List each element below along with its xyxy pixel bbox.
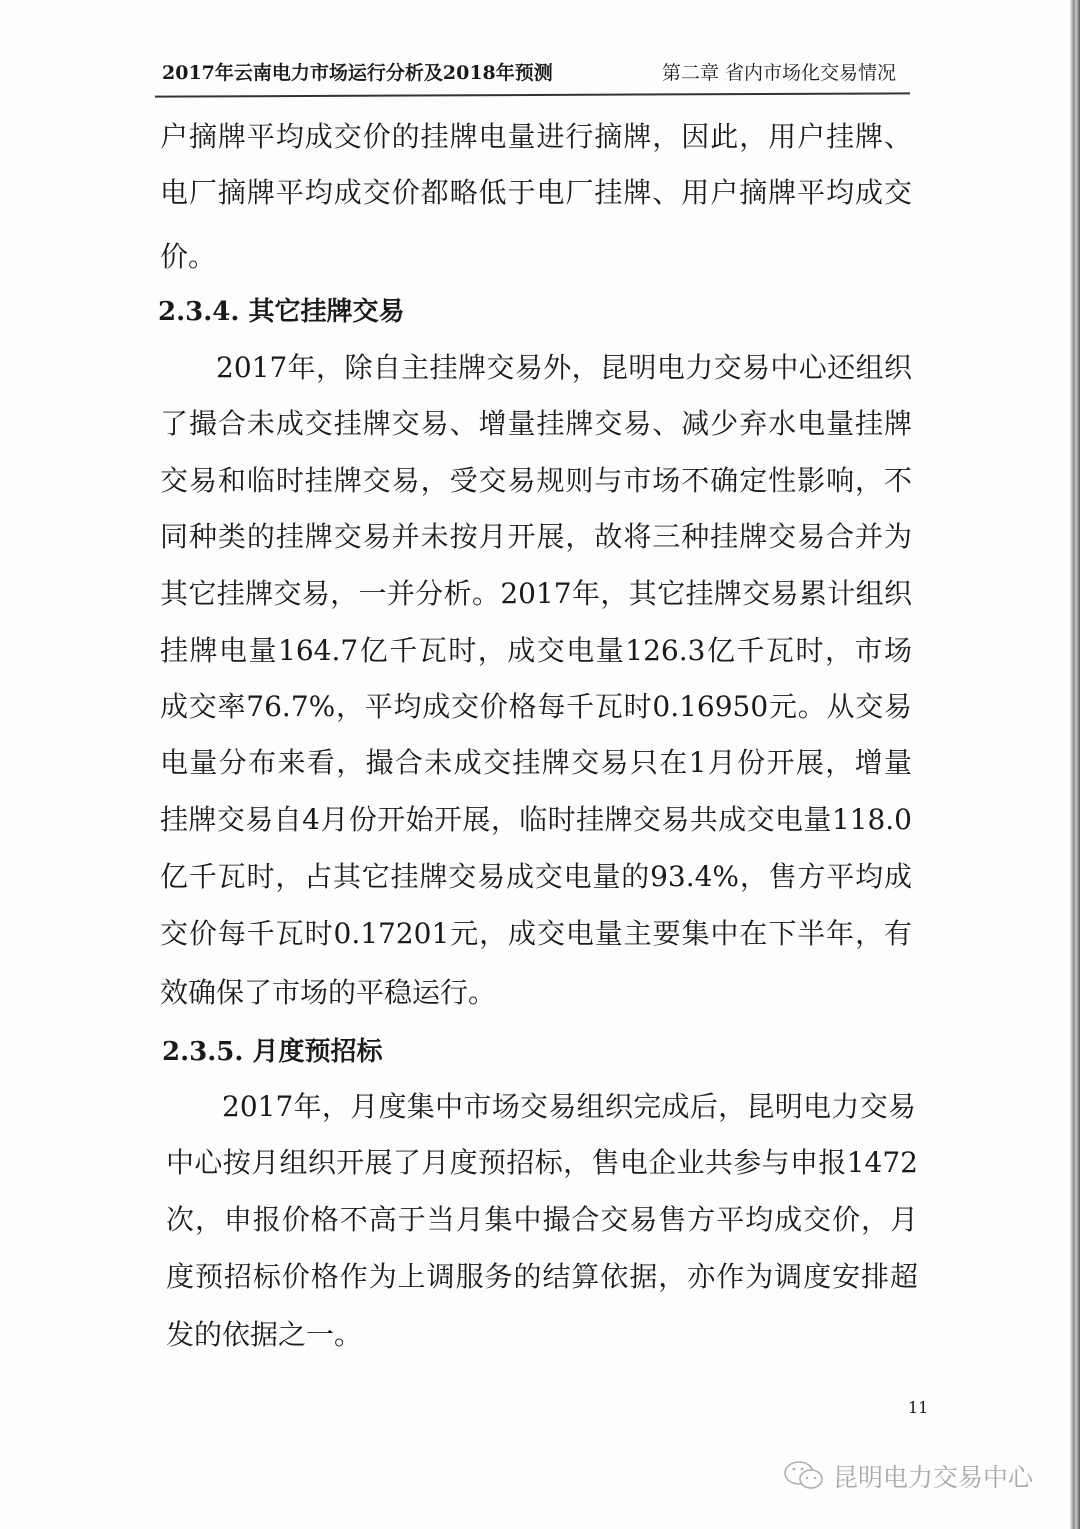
- text-line: 交价每千瓦时0.17201元，成交电量主要集中在下半年，有: [160, 917, 912, 950]
- text-line: 其它挂牌交易，一并分析。2017年，其它挂牌交易累计组织: [160, 577, 912, 610]
- text-line: 电量分布来看，撮合未成交挂牌交易只在1月份开展，增量: [160, 746, 912, 779]
- wechat-icon: [783, 1460, 827, 1492]
- text-line: 效确保了市场的平稳运行。: [160, 976, 497, 1009]
- text-line: 2017年，除自主挂牌交易外，昆明电力交易中心还组织: [216, 351, 912, 384]
- text-line: 电厂摘牌平均成交价都略低于电厂挂牌、用户摘牌平均成交: [160, 176, 912, 209]
- text-line: 价。: [160, 240, 217, 273]
- page-number: 11: [908, 1398, 929, 1417]
- text-line: 交易和临时挂牌交易，受交易规则与市场不确定性影响，不: [160, 464, 912, 497]
- text-line: 同种类的挂牌交易并未按月开展，故将三种挂牌交易合并为: [160, 520, 912, 553]
- text-line: 中心按月组织开展了月度预招标，售电企业共参与申报1472: [166, 1146, 918, 1179]
- text-line: 挂牌交易自4月份开始开展，临时挂牌交易共成交电量118.0: [160, 803, 912, 836]
- running-header-left: 2017年云南电力市场运行分析及2018年预测: [162, 62, 553, 84]
- text-line: 度预招标价格作为上调服务的结算依据，亦作为调度安排超: [166, 1260, 918, 1293]
- text-line: 了撮合未成交挂牌交易、增量挂牌交易、减少弃水电量挂牌: [160, 407, 912, 440]
- watermark-text: 昆明电力交易中心: [833, 1463, 1034, 1492]
- text-line: 挂牌电量164.7亿千瓦时，成交电量126.3亿千瓦时，市场: [160, 634, 912, 667]
- text-line: 次，申报价格不高于当月集中撮合交易售方平均成交价，月: [166, 1203, 918, 1236]
- text-line: 发的依据之一。: [166, 1318, 363, 1351]
- text-line: 2017年，月度集中市场交易组织完成后，昆明电力交易: [222, 1090, 916, 1123]
- text-line: 成交率76.7%，平均成交价格每千瓦时0.16950元。从交易: [160, 690, 912, 723]
- section-heading: 2.3.5. 月度预招标: [162, 1037, 383, 1067]
- scan-edge: [1070, 0, 1080, 1529]
- watermark: [783, 1458, 1033, 1494]
- section-heading: 2.3.4. 其它挂牌交易: [158, 297, 405, 327]
- text-line: 亿千瓦时，占其它挂牌交易成交电量的93.4%，售方平均成: [160, 860, 912, 893]
- running-header-right: 第二章 省内市场化交易情况: [662, 62, 897, 84]
- header-rule: [155, 92, 910, 97]
- text-line: 户摘牌平均成交价的挂牌电量进行摘牌，因此，用户挂牌、: [160, 120, 912, 153]
